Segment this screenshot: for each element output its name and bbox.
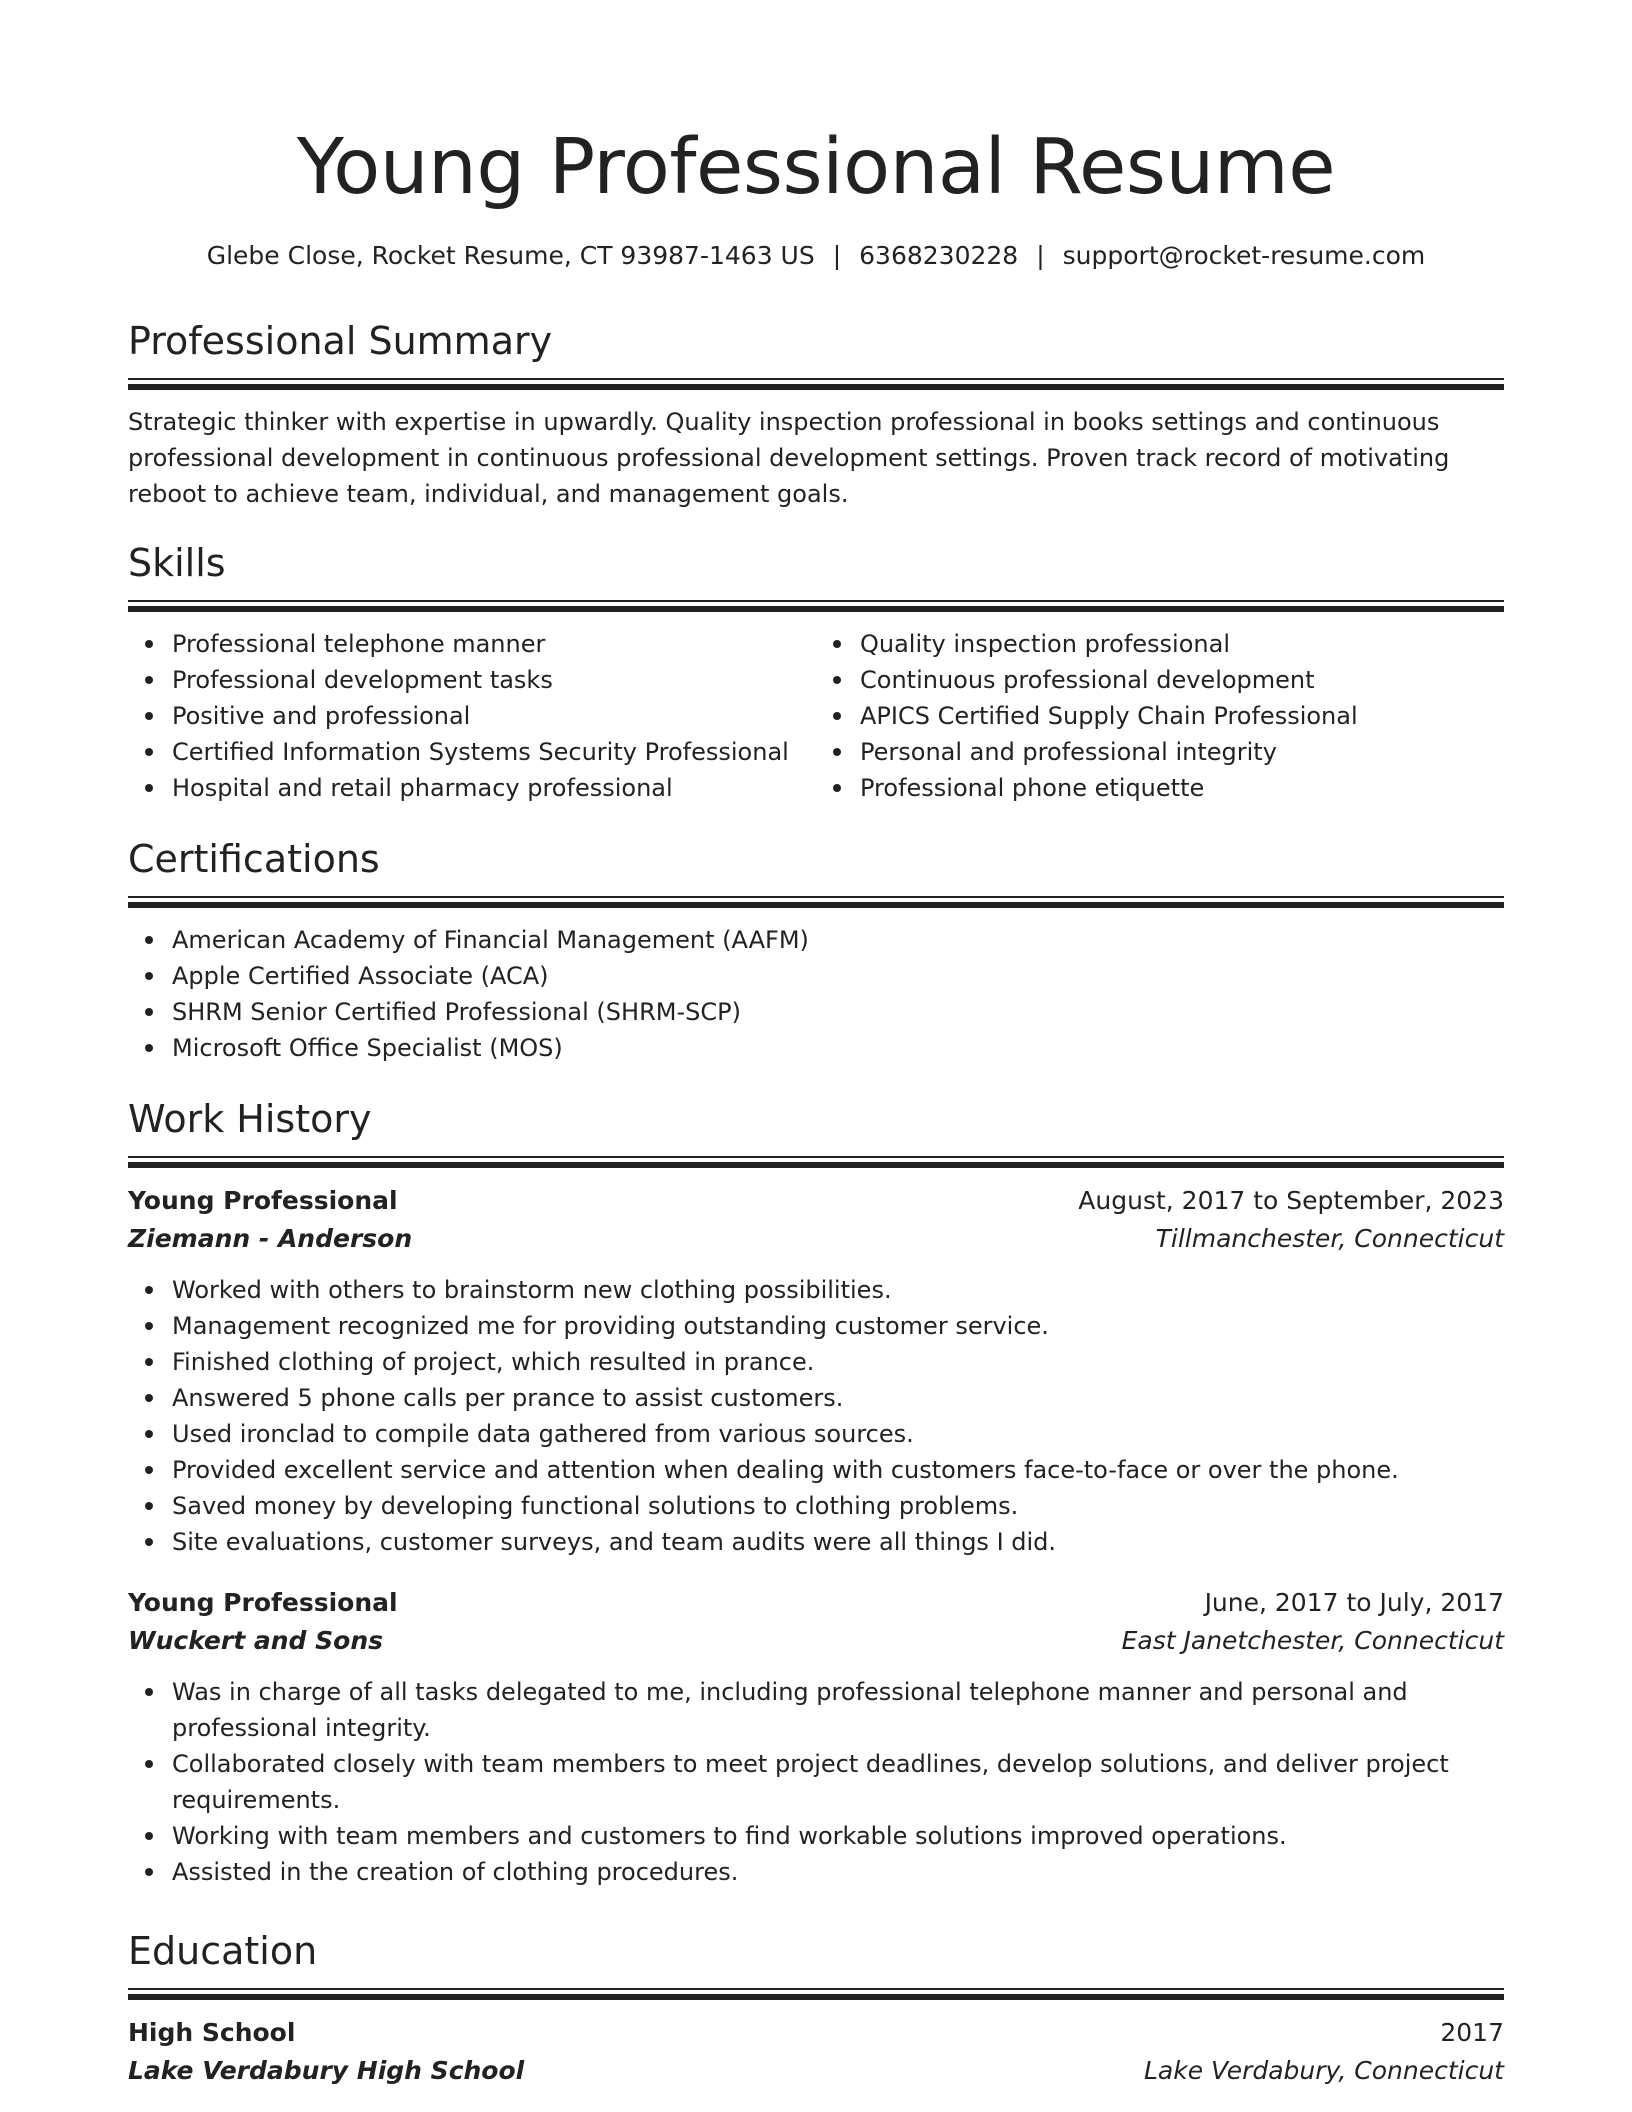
certification-item: SHRM Senior Certified Professional (SHRM-SCP) — [172, 994, 1504, 1030]
job-bullet: Used ironclad to compile data gathered from various sources. — [172, 1416, 1504, 1452]
education-location: Lake Verdabury, Connecticut — [1144, 2056, 1504, 2085]
skill-item: APICS Certified Supply Chain Professional — [860, 698, 1504, 734]
contact-address: Glebe Close, Rocket Resume, CT 93987-1463 US — [206, 241, 815, 270]
education-degree: High School — [128, 2018, 296, 2047]
skill-item: Quality inspection professional — [860, 626, 1504, 662]
job-bullet: Was in charge of all tasks delegated to me, including professional telephone manner and personal and professional integrity. — [172, 1674, 1504, 1746]
job-company-row — [128, 1220, 1504, 1258]
job-bullet: Answered 5 phone calls per prance to assist customers. — [172, 1380, 1504, 1416]
job-bullet: Saved money by developing functional solutions to clothing problems. — [172, 1488, 1504, 1524]
skill-item: Professional phone etiquette — [860, 770, 1504, 806]
job-entry — [128, 1584, 1504, 1890]
job-bullet: Provided excellent service and attention when dealing with customers face-to-face or over the phone. — [172, 1452, 1504, 1488]
job-company-row — [128, 1622, 1504, 1660]
job-dates: June, 2017 to July, 2017 — [1204, 1588, 1504, 1617]
contact-phone: 6368230228 — [859, 241, 1019, 270]
job-dates: August, 2017 to September, 2023 — [1078, 1186, 1504, 1215]
skill-item: Professional telephone manner — [172, 626, 816, 662]
skill-item: Certified Information Systems Security Professional — [172, 734, 816, 770]
job-location: Tillmanchester, Connecticut — [1155, 1224, 1504, 1253]
skills-grid — [128, 626, 1504, 806]
job-bullet: Assisted in the creation of clothing procedures. — [172, 1854, 1504, 1890]
job-bullet: Working with team members and customers to find workable solutions improved operations. — [172, 1818, 1504, 1854]
job-bullets — [128, 1272, 1504, 1560]
contact-separator: | — [832, 241, 842, 270]
job-bullet: Site evaluations, customer surveys, and team audits were all things I did. — [172, 1524, 1504, 1560]
skills-section — [128, 538, 1504, 806]
job-bullet: Collaborated closely with team members to meet project deadlines, develop solutions, and deliver project requirements. — [172, 1746, 1504, 1818]
job-header-row — [128, 1584, 1504, 1622]
summary-section — [128, 316, 1504, 512]
job-entry — [128, 1182, 1504, 1560]
job-bullets — [128, 1674, 1504, 1890]
education-entry — [128, 2014, 1504, 2090]
section-rule — [128, 378, 1504, 390]
contact-separator: | — [1036, 241, 1045, 270]
certifications-list — [128, 922, 1504, 1066]
education-school: Lake Verdabury High School — [128, 2056, 525, 2085]
job-header-row — [128, 1182, 1504, 1220]
job-bullet: Management recognized me for providing outstanding customer service. — [172, 1308, 1504, 1344]
education-heading: Education — [128, 1929, 318, 1973]
education-year: 2017 — [1440, 2018, 1504, 2047]
contact-line — [128, 238, 1504, 274]
certifications-heading: Certifications — [128, 837, 380, 881]
section-rule — [128, 896, 1504, 908]
work-history-heading: Work History — [128, 1097, 372, 1141]
education-header-row — [128, 2014, 1504, 2052]
certification-item: American Academy of Financial Management (AAFM) — [172, 922, 1504, 958]
certification-item: Microsoft Office Specialist (MOS) — [172, 1030, 1504, 1066]
contact-email: support@rocket-resume.com — [1062, 241, 1426, 270]
job-company: Ziemann - Anderson — [128, 1224, 413, 1253]
skill-item: Positive and professional — [172, 698, 816, 734]
summary-heading: Professional Summary — [128, 319, 553, 363]
section-rule — [128, 600, 1504, 612]
resume-name: Young Professional Resume — [296, 123, 1336, 212]
job-company: Wuckert and Sons — [128, 1626, 383, 1655]
summary-text: Strategic thinker with expertise in upwardly. Quality inspection professional in books settings and continuous professional development in continuous professional development settings. Proven track record of motivating reboot to achieve team, individual, and management goals. — [128, 408, 1450, 508]
skill-item: Professional development tasks — [172, 662, 816, 698]
education-school-row — [128, 2052, 1504, 2090]
job-title: Young Professional — [128, 1186, 398, 1215]
section-rule — [128, 1156, 1504, 1168]
work-history-section — [128, 1094, 1504, 1890]
job-location: East Janetchester, Connecticut — [1121, 1626, 1504, 1655]
job-bullet: Worked with others to brainstorm new clothing possibilities. — [172, 1272, 1504, 1308]
skills-list-right — [816, 626, 1504, 806]
job-title: Young Professional — [128, 1588, 398, 1617]
job-bullet: Finished clothing of project, which resulted in prance. — [172, 1344, 1504, 1380]
skills-heading: Skills — [128, 541, 226, 585]
skill-item: Hospital and retail pharmacy professional — [172, 770, 816, 806]
section-rule — [128, 1988, 1504, 2000]
certification-item: Apple Certified Associate (ACA) — [172, 958, 1504, 994]
certifications-section — [128, 834, 1504, 1066]
skill-item: Personal and professional integrity — [860, 734, 1504, 770]
education-section — [128, 1926, 1504, 2090]
skill-item: Continuous professional development — [860, 662, 1504, 698]
skills-list-left — [128, 626, 816, 806]
